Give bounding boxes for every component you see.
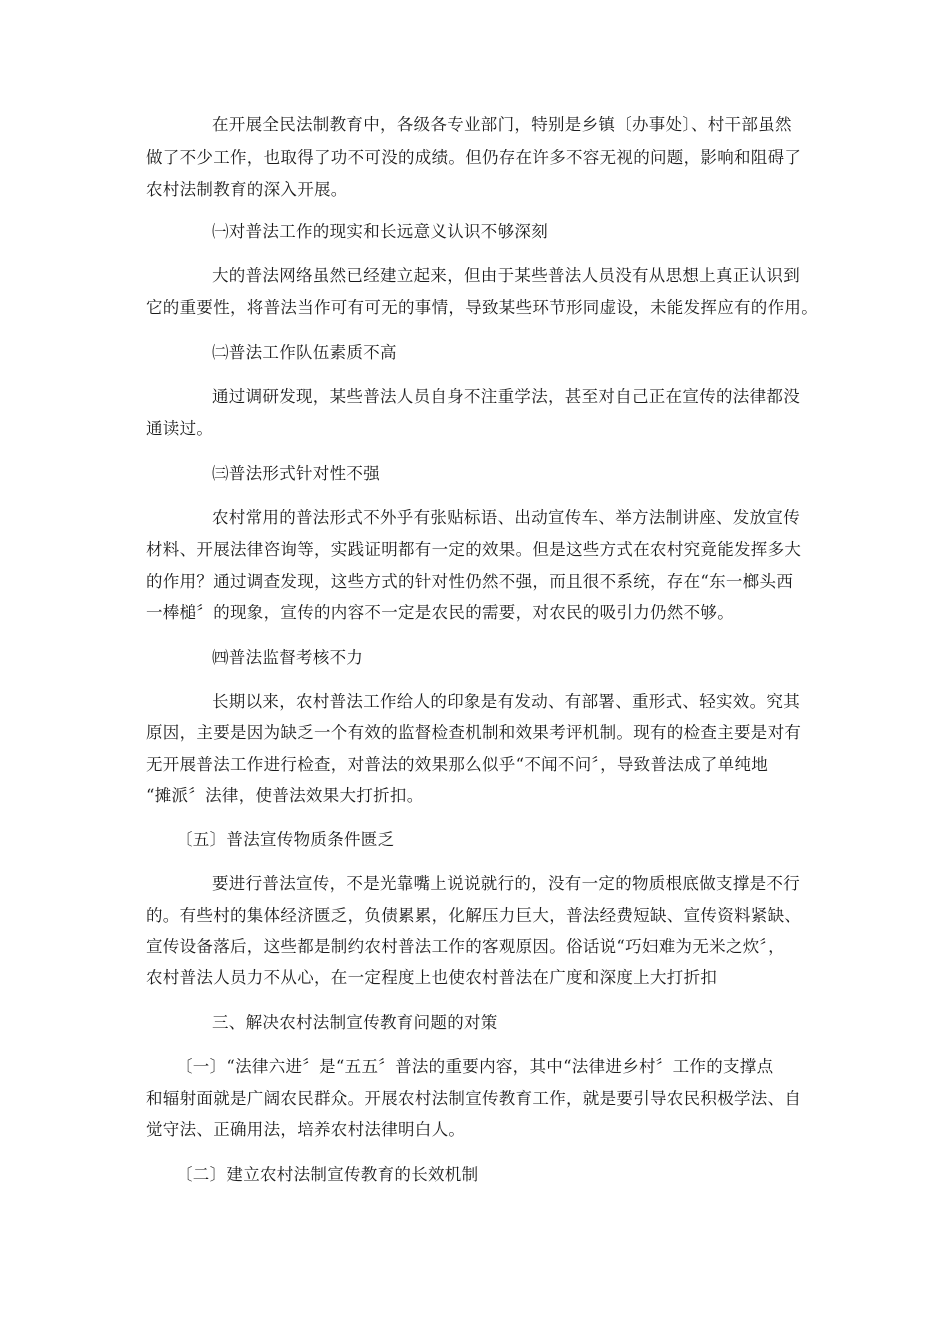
body-text-line: 农村法制教育的深入开展。 bbox=[146, 180, 348, 199]
body-text-line: 无开展普法工作进行检查，对普法的效果那么似乎“不闻不问〞，导致普法成了单纯地 bbox=[146, 755, 769, 774]
body-text-line: 农村普法人员力不从心，在一定程度上也使农村普法在广度和深度上大打折扣 bbox=[146, 968, 718, 987]
section-heading: 三、解决农村法制宣传教育问题的对策 bbox=[212, 1013, 498, 1032]
body-text-line: 的。有些村的集体经济匮乏，负债累累，化解压力巨大，普法经费短缺、宣传资料紧缺、 bbox=[146, 906, 802, 925]
body-text-line: 一棒槌〞的现象，宣传的内容不一定是农民的需要，对农民的吸引力仍然不够。 bbox=[146, 603, 734, 622]
body-text-line: 通读过。 bbox=[146, 419, 214, 438]
section-heading: ㈡普法工作队伍素质不高 bbox=[212, 343, 397, 362]
body-text-line: 做了不少工作，也取得了功不可没的成绩。但仍存在许多不容无视的问题，影响和阻碍了 bbox=[146, 148, 802, 167]
body-text-line: 原因，主要是因为缺乏一个有效的监督检查机制和效果考评机制。现有的检查主要是对有 bbox=[146, 723, 802, 742]
section-heading: ㈠对普法工作的现实和长远意义认识不够深刻 bbox=[212, 222, 548, 241]
section-heading: ㈢普法形式针对性不强 bbox=[212, 464, 380, 483]
body-text-line: 通过调研发现，某些普法人员自身不注重学法，甚至对自己正在宣传的法律都没 bbox=[212, 387, 800, 406]
body-text-line: 觉守法、正确用法，培养农村法律明白人。 bbox=[146, 1120, 466, 1139]
body-text-line: 在开展全民法制教育中，各级各专业部门，特别是乡镇〔办事处〕、村干部虽然 bbox=[212, 115, 792, 134]
section-heading: 〔五〕普法宣传物质条件匮乏 bbox=[176, 830, 395, 849]
body-text-line: 它的重要性，将普法当作可有可无的事情，导致某些环节形同虚设，未能发挥应有的作用。 bbox=[146, 298, 818, 317]
body-text-line: 〔一〕“法律六进〞是“五五〞普法的重要内容，其中“法律进乡村〞工作的支撑点 bbox=[176, 1057, 774, 1076]
body-text-line: 大的普法网络虽然已经建立起来，但由于某些普法人员没有从思想上真正认识到 bbox=[212, 266, 800, 285]
body-text-line: 要进行普法宣传，不是光靠嘴上说说就行的，没有一定的物质根底做支撑是不行 bbox=[212, 874, 800, 893]
body-text-line: 和辐射面就是广阔农民群众。开展农村法制宣传教育工作，就是要引导农民积极学法、自 bbox=[146, 1089, 802, 1108]
body-text-line: 材料、开展法律咨询等，实践证明都有一定的效果。但是这些方式在农村究竟能发挥多大 bbox=[146, 540, 802, 559]
body-text-line: “摊派〞法律，使普法效果大打折扣。 bbox=[146, 786, 424, 805]
body-text-line: 农村常用的普法形式不外乎有张贴标语、出动宣传车、举方法制讲座、发放宣传 bbox=[212, 508, 800, 527]
body-text-line: 的作用？通过调查发现，这些方式的针对性仍然不强，而且很不系统，存在“东一榔头西 bbox=[146, 572, 794, 591]
body-text-line: 宣传设备落后，这些都是制约农村普法工作的客观原因。俗话说“巧妇难为无米之炊〞， bbox=[146, 937, 785, 956]
section-heading: 〔二〕建立农村法制宣传教育的长效机制 bbox=[176, 1165, 479, 1184]
section-heading: ㈣普法监督考核不力 bbox=[212, 648, 364, 667]
body-text-line: 长期以来，农村普法工作给人的印象是有发动、有部署、重形式、轻实效。究其 bbox=[212, 692, 800, 711]
